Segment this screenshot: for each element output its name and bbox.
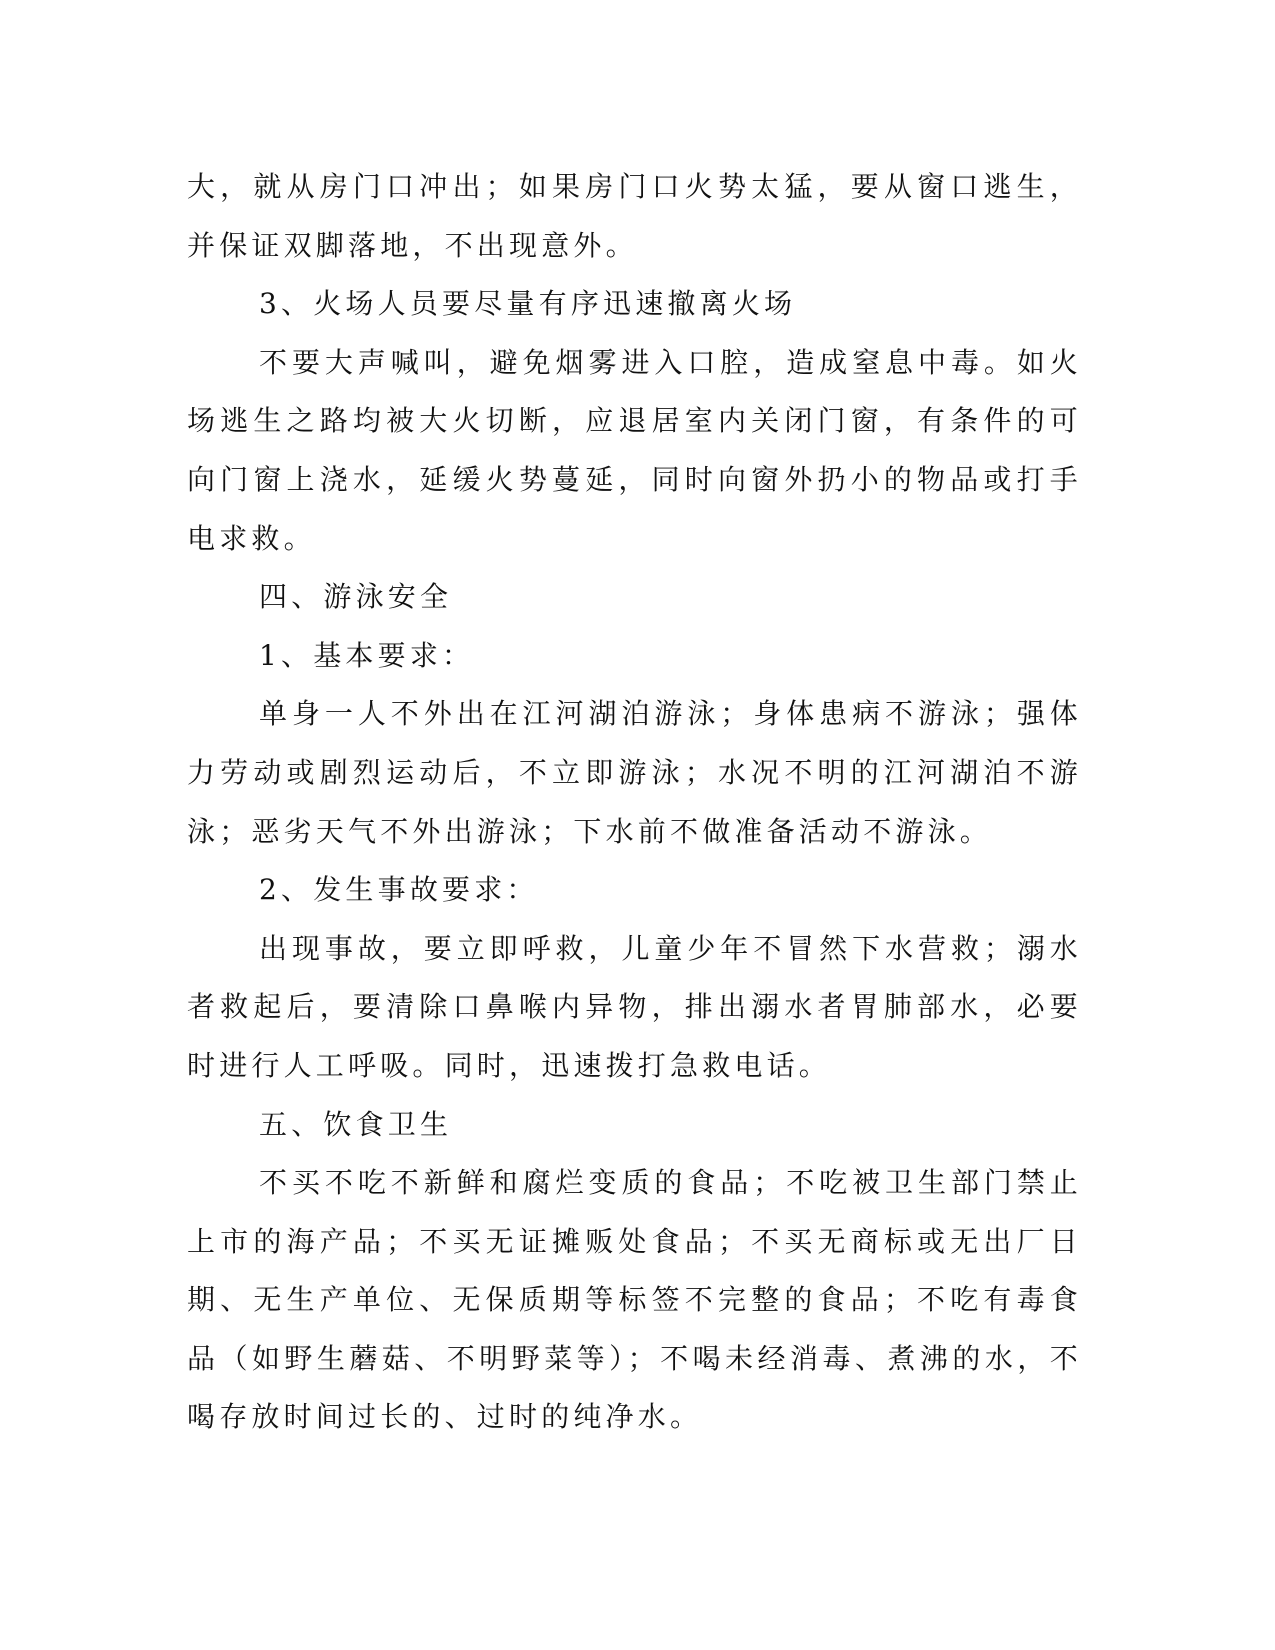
- paragraph-continuation: 大，就从房门口冲出；如果房门口火势太猛，要从窗口逃生，并保证双脚落地，不出现意外。: [187, 170, 1082, 262]
- subheading-accident-requirements: 2、发生事故要求：: [259, 873, 539, 907]
- subheading-basic-requirements: 1、基本要求：: [259, 638, 475, 672]
- document-body: [187, 158, 1082, 1447]
- paragraph-basic-requirements: 单身一人不外出在江河湖泊游泳；身体患病不游泳；强体力劳动或剧烈运动后，不立即游泳；水况不明的江河湖泊不游泳；恶劣天气不外出游泳；下水前不做准备活动不游泳。: [187, 697, 1082, 848]
- section-heading-swimming-safety: 四、游泳安全: [259, 580, 453, 614]
- section-heading-food-hygiene: 五、饮食卫生: [259, 1107, 453, 1141]
- subheading-fire-evacuation: 3、火场人员要尽量有序迅速撤离火场: [259, 287, 797, 321]
- paragraph-food-hygiene: 不买不吃不新鲜和腐烂变质的食品；不吃被卫生部门禁止上市的海产品；不买无证摊贩处食品；不买无商标或无出厂日期、无生产单位、无保质期等标签不完整的食品；不吃有毒食品（如野生蘑菇、不明野菜等）；不喝未经消毒、煮沸的水，不喝存放时间过长的、过时的纯净水。: [187, 1166, 1082, 1434]
- paragraph-accident-requirements: 出现事故，要立即呼救，儿童少年不冒然下水营救；溺水者救起后，要清除口鼻喉内异物，排出溺水者胃肺部水，必要时进行人工呼吸。同时，迅速拨打急救电话。: [187, 931, 1082, 1082]
- paragraph-fire-evacuation: 不要大声喊叫，避免烟雾进入口腔，造成窒息中毒。如火场逃生之路均被大火切断，应退居室内关闭门窗，有条件的可向门窗上浇水，延缓火势蔓延，同时向窗外扔小的物品或打手电求救。: [187, 345, 1082, 555]
